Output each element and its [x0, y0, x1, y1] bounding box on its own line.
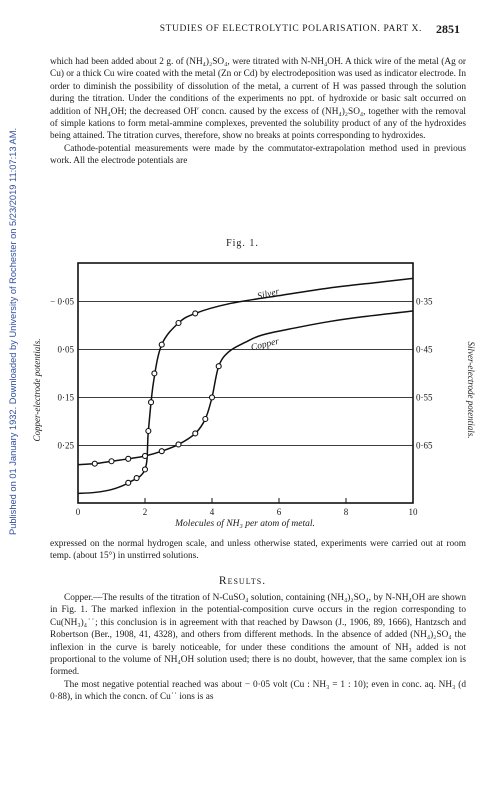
- right-axis-label: Silver-electrode potentials.: [466, 341, 476, 439]
- curve-label-silver: Silver: [256, 287, 281, 303]
- silver-data-point: [159, 342, 164, 347]
- axis-ticks: [50, 296, 433, 517]
- copper-data-point: [159, 449, 164, 454]
- paragraph-2: Cathode-potential measurements were made by the commutator-extrapolation method used in previous work. All the electrode potentials are: [50, 143, 466, 167]
- left-tick-label: 0·05: [57, 344, 74, 355]
- copper-data-point: [210, 395, 215, 400]
- copper-data-point: [216, 364, 221, 369]
- plot-frame: [78, 263, 413, 503]
- silver-data-point: [143, 467, 148, 472]
- right-tick-label: 0·65: [416, 440, 433, 451]
- copper-data-point: [126, 456, 131, 461]
- left-tick-label: − 0·05: [50, 296, 74, 307]
- paragraph-3: expressed on the normal hydrogen scale, and unless otherwise stated, experiments were carried out at room temp. (about 15°) in unstirred solutions.: [50, 539, 466, 562]
- copper-data-point: [176, 442, 181, 447]
- left-axis-label: Copper-electrode potentials.: [32, 338, 42, 442]
- silver-data-point: [152, 371, 157, 376]
- silver-data-point: [134, 476, 139, 481]
- x-tick-label: 8: [343, 507, 349, 517]
- x-tick-label: 6: [276, 507, 282, 517]
- x-tick-label: 10: [408, 507, 418, 517]
- paragraph-5: The most negative potential reached was about − 0·05 volt (Cu : NH₃ = 1 : 10); even in conc. aq. NH₃ (d 0·88), in which the concn. of Cu˙˙ ions is as: [50, 679, 466, 703]
- right-tick-label: 0·55: [416, 392, 433, 403]
- page-header: [50, 22, 460, 40]
- x-tick-label: 4: [209, 507, 215, 517]
- series-markers: [92, 311, 221, 485]
- page-number: 2851: [436, 22, 460, 36]
- copper-data-point: [203, 417, 208, 422]
- margin-note-text: Published on 01 January 1932. Downloaded by University of Rochester on 5/23/2019 11:07:13 AM.: [8, 127, 18, 535]
- silver-data-point: [149, 400, 154, 405]
- copper-data-point: [109, 459, 114, 464]
- figure-caption: Fig. 1.: [226, 238, 259, 249]
- silver-data-point: [193, 311, 198, 316]
- copper-data-point: [193, 431, 198, 436]
- silver-data-point: [126, 480, 131, 485]
- x-axis-label: Molecules of NH₃ per atom of metal.: [175, 519, 315, 529]
- right-tick-label: 0·35: [416, 296, 433, 307]
- figure-1-chart: [0, 250, 485, 535]
- paragraph-after-figure: [50, 538, 466, 563]
- x-tick-label: 0: [75, 507, 81, 517]
- right-tick-label: 0·45: [416, 344, 433, 355]
- paragraph-results: [50, 592, 466, 704]
- grid-lines: [78, 301, 413, 445]
- running-title: STUDIES OF ELECTROLYTIC POLARISATION. PART X.: [159, 24, 422, 34]
- x-tick-label: 2: [142, 507, 148, 517]
- curve-label-copper: Copper: [250, 336, 281, 354]
- curve-labels: [250, 287, 281, 353]
- paragraph-top: [50, 56, 466, 168]
- left-tick-label: 0·25: [57, 440, 74, 451]
- silver-data-point: [176, 321, 181, 326]
- copper-curve: [78, 311, 413, 465]
- copper-data-point: [143, 453, 148, 458]
- paragraph-4: Copper.—The results of the titration of N-CuSO₄ solution, containing (NH₄)₂SO₄, by N-NH₄OH are shown in Fig. 1. The marked inflexion in the potential-composition curve occurs in the region corresponding to Cu(NH₃)₄˙˙; this conclusion is in agreement with that reached by Dawson (J., 1906, 89, 1666), Hantzsch and Robertson (Ber., 1908, 41, 4328), and others from different methods. In the absence of added (NH₄)₂SO₄ the inflexion in the curve is barely noticeable, for under these conditions the amount of NH₃ added is not proportional to the volume of NH₄OH solution used; there is no doubt, however, that the same complex ion is formed.: [50, 593, 466, 678]
- paragraph-1: which had been added about 2 g. of (NH₄)₂SO₄, were titrated with N-NH₄OH. A thick wire of the metal (Ag or Cu) or a thick Cu wire coated with the metal (Zn or Cd) by electrodeposition was used as indicator electrode. In order to diminish the possibility of dissolution of the metal, a current of H was passed through the solution during the titration. Under the conditions of the experiments no ppt. of hydroxide or basic salt occurred on addition of NH₄OH; the decreased OH′ concn. caused by the excess of (NH₄)₂SO₄, together with the removal of simple kations to form metal-ammine complexes, prevented the solubility product of any of the hydroxides being attained. The titration curves, therefore, show no breaks at points corresponding to hydroxides.: [50, 57, 466, 142]
- section-title-results: Results.: [218, 575, 267, 587]
- left-tick-label: 0·15: [57, 392, 74, 403]
- silver-data-point: [146, 429, 151, 434]
- copper-data-point: [92, 461, 97, 466]
